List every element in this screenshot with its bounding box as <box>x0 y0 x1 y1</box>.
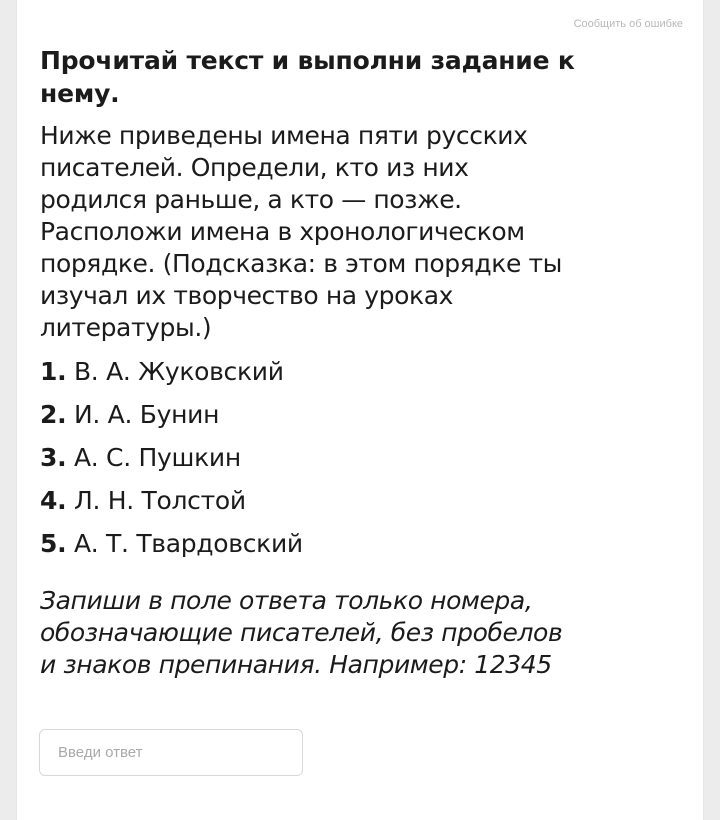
item-name: Л. Н. Толстой <box>73 486 246 515</box>
report-error-link[interactable]: Сообщить об ошибке <box>573 18 683 30</box>
list-item <box>40 393 580 436</box>
answer-input[interactable] <box>40 730 302 775</box>
task-card <box>16 0 704 820</box>
item-number: 3. <box>40 443 67 472</box>
task-title: Прочитай текст и выполни задание к нему. <box>40 46 575 108</box>
task-content <box>40 44 580 681</box>
task-instruction: Запиши в поле ответа только номера, обозначающие писателей, без пробелов и знаков препинания. Например: 12345 <box>40 586 563 679</box>
task-intro: Ниже приведены имена пяти русских писателей. Определи, кто из них родился раньше, а кто — позже. Расположи имена в хронологическом порядке. (Подсказка: в этом порядке ты изучал их творчество на уроках литературы.) <box>40 121 563 342</box>
item-number: 5. <box>40 529 67 558</box>
answer-field[interactable] <box>39 729 303 776</box>
item-name: И. А. Бунин <box>73 400 220 429</box>
item-name: А. С. Пушкин <box>73 443 241 472</box>
item-name: В. А. Жуковский <box>73 357 284 386</box>
list-item <box>40 522 580 565</box>
list-item <box>40 350 580 393</box>
item-number: 2. <box>40 400 67 429</box>
item-number: 4. <box>40 486 67 515</box>
item-number: 1. <box>40 357 67 386</box>
list-item <box>40 479 580 522</box>
writers-list <box>40 350 580 565</box>
list-item <box>40 436 580 479</box>
item-name: А. Т. Твардовский <box>73 529 303 558</box>
